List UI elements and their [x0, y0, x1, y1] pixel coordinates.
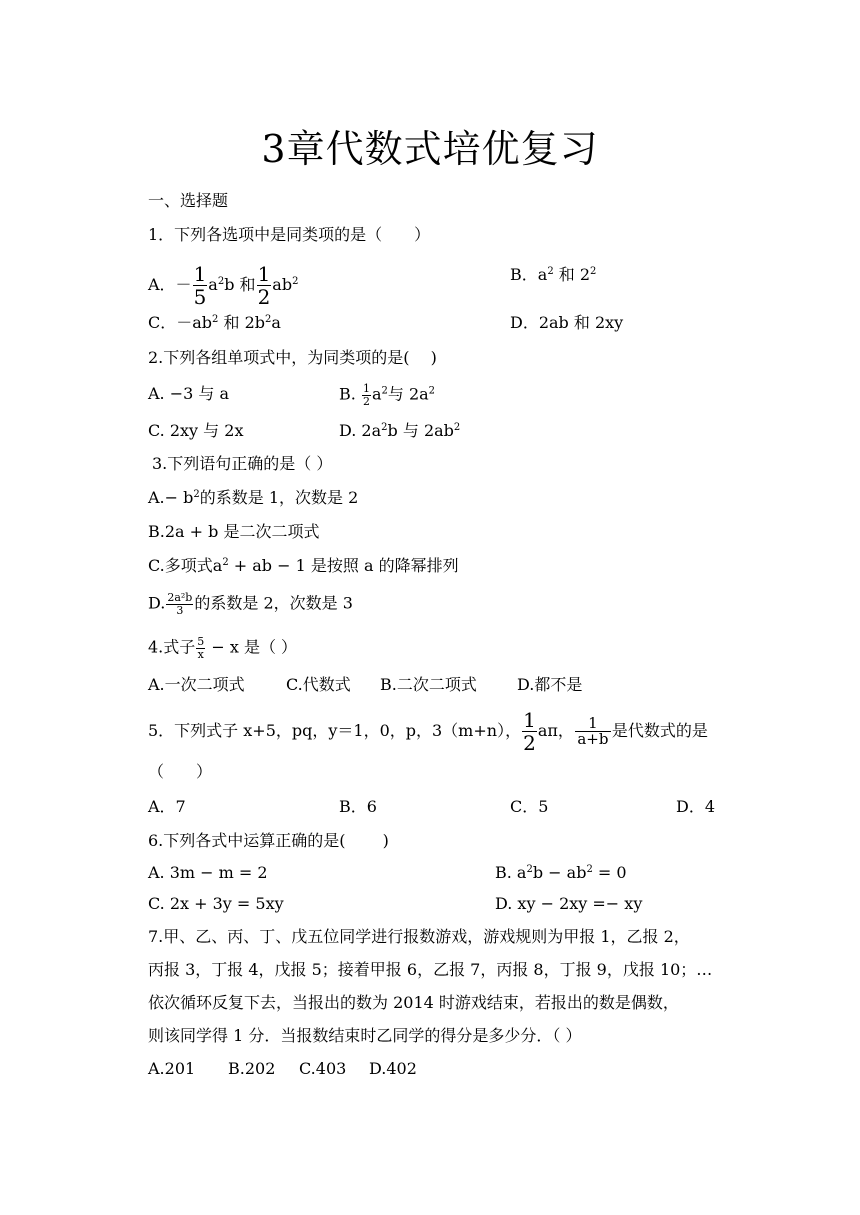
q1-option-a: A．－ $\frac{1}{5}$ $a^2b$ 和 $\frac{1}{2}$ $ab^2$: [148, 262, 299, 309]
q2-option-b: B. $\frac{1}{2}$ $a^2$与 $2a^2$: [339, 382, 436, 408]
q6-option-d: D. xy − 2xy =− xy: [495, 894, 643, 913]
q3-option-c: C.多项式$a^2$ + ab − 1 是按照 a 的降幂排列: [148, 556, 459, 575]
q3-stem: 3.下列语句正确的是（ ）: [152, 454, 333, 473]
q5-option: A．7: [148, 797, 186, 816]
q2-option-d: D. $2a^2b$ 与 $2ab^2$: [339, 421, 461, 440]
fraction: $\frac{1}{2}$: [523, 708, 536, 755]
q2-option-a: A. −3 与 a: [148, 384, 230, 403]
q2-stem: 2.下列各组单项式中，为同类项的是( ): [148, 348, 437, 367]
q6-option-b: B. $a^2b - ab^2 = 0$: [495, 863, 627, 882]
q7-line: 依次循环反复下去，当报出的数为 2014 时游戏结束，若报出的数是偶数，: [148, 993, 679, 1012]
q3-option-a: $A.- b^2$的系数是 1，次数是 2: [148, 488, 359, 507]
q5-option: B．6: [339, 797, 377, 816]
q6-stem: 6.下列各式中运算正确的是( ): [148, 831, 389, 850]
q2-option-c: C. 2xy 与 2x: [148, 421, 244, 440]
fraction: $\frac{1}{2}$: [257, 262, 271, 309]
fraction: $\frac{1}{5}$: [193, 262, 207, 309]
q7-option: B.202: [228, 1059, 276, 1078]
q7-line: 丙报 3，丁报 4，戊报 5；接着甲报 6，乙报 7，丙报 8，丁报 9，戊报 10；…: [148, 960, 713, 979]
q4-option: B.二次二项式: [380, 675, 477, 694]
q3-option-b: B.2a + b 是二次二项式: [148, 522, 320, 541]
q1-option-c: C．$-ab^2$ 和 $2b^2a$: [148, 313, 281, 332]
q7-line: 则该同学得 1 分．当报数结束时乙同学的得分是多少分．（ ）: [148, 1026, 582, 1045]
q4-option: C.代数式: [286, 675, 351, 694]
q4-stem: 4.式子 $\frac{5}{x}$ − x 是（ ）: [148, 635, 298, 661]
q1-option-b: B．$a^2$ 和 $2^2$: [510, 265, 597, 284]
q4-option: A.一次二项式: [148, 675, 245, 694]
fraction: $\frac{5}{x}$: [197, 635, 205, 661]
q5-option: C．5: [510, 797, 549, 816]
q4-option: D.都不是: [517, 675, 583, 694]
fraction: $\frac{\text{2a²b}}{3}$: [167, 591, 193, 617]
page-title: 3章代数式培优复习: [261, 127, 599, 171]
q5-stem: 5．下列式子 x+5，pq，y＝1，0，p，3（m+n）， $\frac{1}{2}$ aπ， $\frac{1}{a+b}$ 是代数式的是: [148, 708, 708, 755]
q7-option: D.402: [369, 1059, 417, 1078]
q7-option: A.201: [148, 1059, 196, 1078]
section-heading: 一、选择题: [148, 191, 229, 210]
q3-option-d: D. $\frac{\text{2a²b}}{3}$ 的系数是 2，次数是 3: [148, 591, 353, 617]
q7-line: 7.甲、乙、丙、丁、戊五位同学进行报数游戏，游戏规则为甲报 1，乙报 2，: [148, 927, 690, 946]
q5-answer-paren: （ ）: [148, 762, 213, 781]
q6-option-a: A. 3m − m = 2: [148, 863, 268, 882]
fraction: $\frac{1}{a+b}$: [575, 716, 611, 747]
q1-stem: 1．下列各选项中是同类项的是（ ）: [148, 225, 431, 244]
q5-option: D．4: [676, 797, 716, 816]
q6-option-c: C. 2x + 3y = 5xy: [148, 894, 284, 913]
q1-option-d: D．2ab 和 2xy: [510, 313, 624, 332]
fraction: $\frac{1}{2}$: [362, 382, 370, 408]
q7-option: C.403: [299, 1059, 347, 1078]
